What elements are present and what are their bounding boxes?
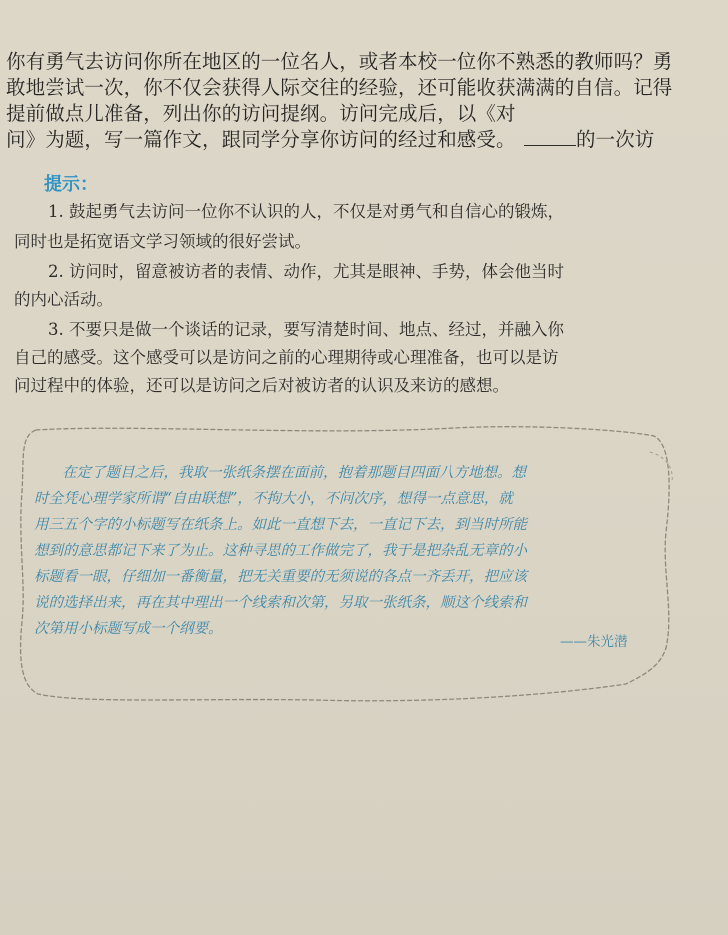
assignment-line-4-text: 问》为题，写一篇作文，跟同学分享你访问的经过和感受。 bbox=[6, 128, 516, 151]
quote-line-2: 时全凭心理学家所谓“自由联想”，不拘大小，不问次序，想得一点意思，就 bbox=[34, 491, 513, 507]
quote-line-6: 说的选择出来，再在其中理出一个线索和次第，另取一张纸条，顺这个线索和 bbox=[34, 595, 527, 611]
quote-author: ——朱光潜 bbox=[560, 634, 628, 650]
quote-line-5: 标题看一眼，仔细加一番衡量，把无关重要的无须说的各点一齐丢开，把应该 bbox=[34, 569, 527, 585]
tip-2-line-2: 的内心活动。 bbox=[14, 290, 113, 309]
quote-line-7: 次第用小标题写成一个纲要。 bbox=[34, 621, 223, 637]
tip-3-line-2: 自己的感受。这个感受可以是访问之前的心理期待或心理准备，也可以是访 bbox=[14, 348, 559, 367]
tip-2-line-1: 2. 访问时，留意被访者的表情、动作，尤其是眼神、手势，体会他当时 bbox=[48, 262, 564, 281]
tip-1-line-1: 1. 鼓起勇气去访问一位你不认识的人，不仅是对勇气和自信心的锻炼， bbox=[48, 202, 564, 221]
assignment-line-4 bbox=[6, 128, 516, 152]
assignment-line-1: 你有勇气去访问你所在地区的一位名人，或者本校一位你不熟悉的教师吗？勇 bbox=[6, 50, 673, 73]
title-blank bbox=[524, 129, 576, 146]
tip-3-line-1: 3. 不要只是做一个谈话的记录，要写清楚时间、地点、经过，并融入你 bbox=[48, 320, 564, 339]
tip-1-line-2: 同时也是拓宽语文学习领域的很好尝试。 bbox=[14, 232, 311, 251]
quote-line-4: 想到的意思都记下来了为止。这种寻思的工作做完了，我于是把杂乱无章的小 bbox=[34, 543, 527, 559]
quote-line-3: 用三五个字的小标题写在纸条上。如此一直想下去，一直记下去，到当时所能 bbox=[34, 517, 527, 533]
quote-line-1: 在定了题目之后，我取一张纸条摆在面前，抱着那题目四面八方地想。想 bbox=[62, 465, 526, 481]
assignment-line-3: 提前做点儿准备，列出你的访问提纲。访问完成后，以《对 bbox=[6, 102, 516, 125]
tips-heading: 提示： bbox=[44, 174, 98, 195]
assignment-line-2: 敢地尝试一次，你不仅会获得人际交往的经验，还可能收获满满的自信。记得 bbox=[6, 76, 673, 99]
title-blank-group bbox=[524, 128, 654, 152]
title-blank-suffix: 的一次访 bbox=[576, 128, 655, 151]
tip-3-line-3: 问过程中的体验，还可以是访问之后对被访者的认识及来访的感想。 bbox=[14, 376, 509, 395]
